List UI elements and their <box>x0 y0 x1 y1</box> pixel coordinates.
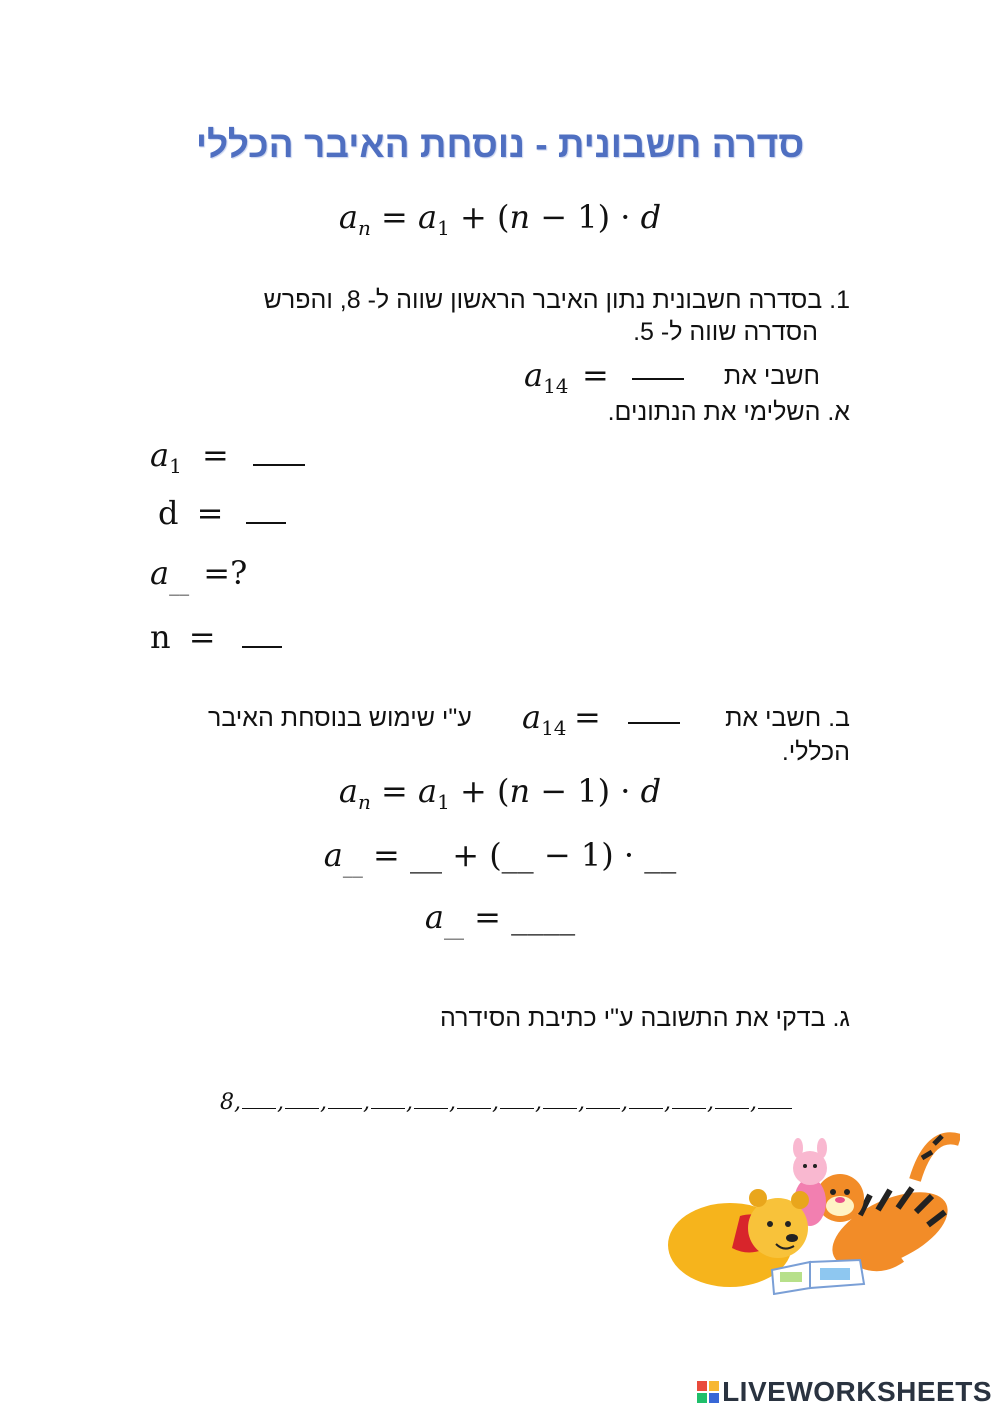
sequence-separator: , <box>707 1090 714 1115</box>
field-n: n = <box>150 618 286 656</box>
sequence-separator: , <box>578 1090 585 1115</box>
sequence-term-blank[interactable] <box>500 1092 534 1109</box>
field-d: d = <box>158 494 290 532</box>
part-b-prefix: ב. חשבי את <box>725 704 850 732</box>
field-a-unknown: $a_{\_\_}$ =? <box>150 554 248 596</box>
sequence-separator: , <box>406 1090 413 1115</box>
sequence-term-blank[interactable] <box>371 1092 405 1109</box>
sequence-first-term: 8 <box>220 1090 234 1115</box>
liveworksheets-logo <box>697 1376 992 1408</box>
field-a1: $a_1$ = <box>150 436 309 478</box>
sequence-term-blank[interactable] <box>543 1092 577 1109</box>
sequence-term-blank[interactable] <box>285 1092 319 1109</box>
d-input-blank[interactable] <box>246 502 286 524</box>
sequence-separator: , <box>277 1090 284 1115</box>
book-icon <box>772 1260 864 1294</box>
equals-sign: = <box>582 356 609 394</box>
sequence-separator: , <box>621 1090 628 1115</box>
sequence-term-blank[interactable] <box>242 1092 276 1109</box>
sequence-term-blank[interactable] <box>328 1092 362 1109</box>
part-b-formula: $a_n = a_1 + (n - 1) \cdot d$ <box>338 772 662 814</box>
part-c-label: ג. בדקי את התשובה ע"י כתיבת הסידרה <box>440 1004 850 1032</box>
sequence-line[interactable] <box>220 1090 793 1115</box>
sequence-term-blank[interactable] <box>414 1092 448 1109</box>
question-1-line-1: 1. בסדרה חשבונית נתון האיבר הראשון שווה ל- 8, והפרש <box>263 286 850 314</box>
sequence-separator: , <box>750 1090 757 1115</box>
part-b-answer-blank[interactable] <box>628 722 680 724</box>
part-a-label: א. השלימי את הנתונים. <box>607 398 850 426</box>
part-b-suffix: ע"י שימוש בנוסחת האיבר <box>208 704 472 732</box>
reading-friends-illustration <box>660 1120 960 1295</box>
substitution-line[interactable]: $a_{\_\_}$ = __ + (__ − 1) · __ <box>323 836 677 878</box>
liveworksheets-logo-icon <box>697 1381 719 1403</box>
sequence-term-blank[interactable] <box>715 1092 749 1109</box>
sequence-separator: , <box>320 1090 327 1115</box>
calc-label: חשבי את <box>723 362 820 390</box>
sequence-separator: , <box>363 1090 370 1115</box>
sequence-term-blank[interactable] <box>457 1092 491 1109</box>
result-line[interactable]: $a_{\_\_}$ = ____ <box>424 898 576 940</box>
sequence-separator: , <box>449 1090 456 1115</box>
n-input-blank[interactable] <box>242 626 282 648</box>
sequence-term-blank[interactable] <box>629 1092 663 1109</box>
calc-a14-row <box>520 356 820 396</box>
sequence-term-blank[interactable] <box>672 1092 706 1109</box>
a14-symbol: $a_{14}$ <box>524 356 569 398</box>
sequence-term-blank[interactable] <box>758 1092 792 1109</box>
sequence-separator: , <box>234 1090 241 1115</box>
sequence-term-blank[interactable] <box>586 1092 620 1109</box>
a1-input-blank[interactable] <box>253 444 305 466</box>
question-1-line-2: הסדרה שווה ל- 5. <box>633 318 818 346</box>
part-b-a14: $a_{14}$ <box>522 698 567 740</box>
part-b-row <box>200 700 850 740</box>
page-title: סדרה חשבונית - נוסחת האיבר הכללי <box>195 124 805 165</box>
sequence-separator: , <box>492 1090 499 1115</box>
part-b-line-2: הכללי. <box>781 738 850 766</box>
general-formula: $a_n = a_1 + (n - 1) \cdot d$ <box>338 198 662 240</box>
part-b-equals: = <box>574 698 601 736</box>
sequence-separator: , <box>535 1090 542 1115</box>
sequence-separator: , <box>664 1090 671 1115</box>
brand-name: LIVEWORKSHEETS <box>722 1376 992 1407</box>
a14-answer-blank[interactable] <box>632 378 684 380</box>
